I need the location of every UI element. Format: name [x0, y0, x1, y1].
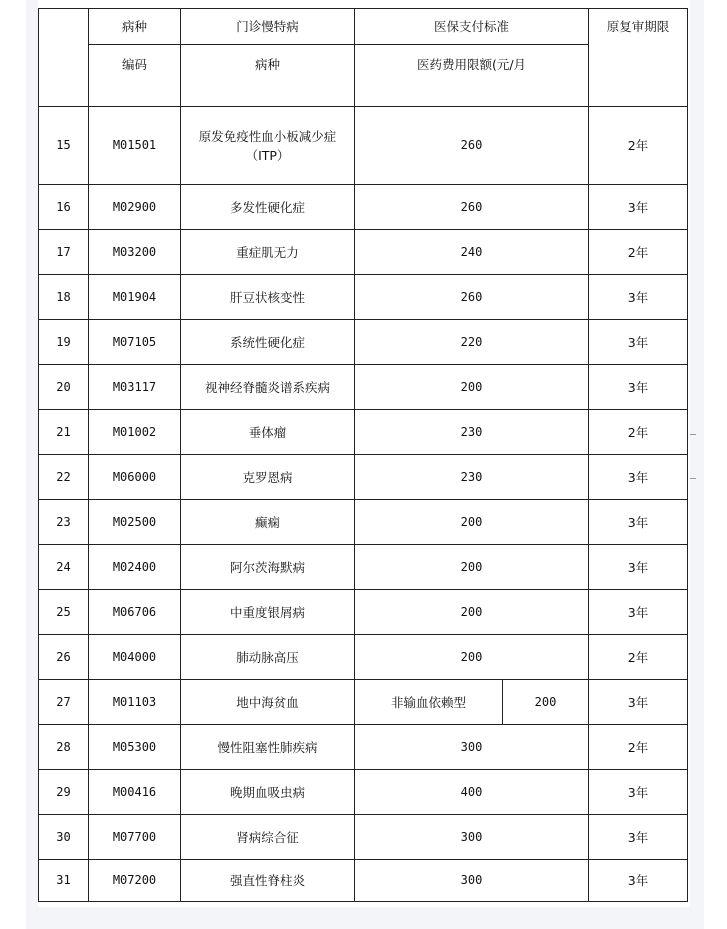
disease-code: M06000 [89, 455, 181, 500]
disease-name: 癫痫 [181, 500, 355, 545]
margin-tick [690, 434, 696, 435]
disease-code: M07200 [89, 860, 181, 902]
row-number: 22 [39, 455, 89, 500]
disease-code: M07105 [89, 320, 181, 365]
header-code-line1: 病种 [89, 9, 181, 45]
cost-limit: 300 [355, 725, 589, 770]
review-period: 2年 [589, 635, 688, 680]
review-period: 2年 [589, 410, 688, 455]
disease-code: M01501 [89, 107, 181, 185]
row-number: 30 [39, 815, 89, 860]
row-number: 20 [39, 365, 89, 410]
review-period: 2年 [589, 725, 688, 770]
cost-limit: 230 [355, 455, 589, 500]
table-row [39, 185, 688, 230]
disease-name: 中重度银屑病 [181, 590, 355, 635]
cost-limit: 260 [355, 107, 589, 185]
review-period: 2年 [589, 230, 688, 275]
disease-payment-table [38, 8, 688, 902]
table-row [39, 545, 688, 590]
limit-type: 非输血依赖型 [355, 680, 503, 725]
cost-limit: 200 [355, 500, 589, 545]
disease-name: 多发性硬化症 [181, 185, 355, 230]
header-payment-standard: 医保支付标准 [355, 9, 589, 45]
row-number: 25 [39, 590, 89, 635]
disease-code: M03117 [89, 365, 181, 410]
disease-name: 垂体瘤 [181, 410, 355, 455]
table-row [39, 725, 688, 770]
row-number: 21 [39, 410, 89, 455]
row-number: 27 [39, 680, 89, 725]
table-row [39, 590, 688, 635]
cost-limit: 200 [355, 365, 589, 410]
header-review-period: 原复审期限 [589, 9, 688, 107]
cost-limit: 300 [355, 815, 589, 860]
review-period: 3年 [589, 500, 688, 545]
disease-code: M04000 [89, 635, 181, 680]
disease-code: M01002 [89, 410, 181, 455]
review-period: 3年 [589, 860, 688, 902]
table-row [39, 410, 688, 455]
table-row [39, 107, 688, 185]
cost-limit: 230 [355, 410, 589, 455]
disease-name: 克罗恩病 [181, 455, 355, 500]
header-name-line2: 病种 [181, 45, 355, 107]
cost-limit: 200 [355, 590, 589, 635]
disease-code: M07700 [89, 815, 181, 860]
table-row [39, 815, 688, 860]
cost-limit: 260 [355, 275, 589, 320]
header-cost-limit: 医药费用限额(元/月 [355, 45, 589, 107]
cost-limit: 220 [355, 320, 589, 365]
disease-name: 阿尔茨海默病 [181, 545, 355, 590]
table-row [39, 680, 688, 725]
cost-limit: 300 [355, 860, 589, 902]
review-period: 3年 [589, 545, 688, 590]
review-period: 3年 [589, 815, 688, 860]
row-number: 18 [39, 275, 89, 320]
cost-limit: 200 [355, 545, 589, 590]
row-number: 17 [39, 230, 89, 275]
disease-code: M03200 [89, 230, 181, 275]
row-number: 29 [39, 770, 89, 815]
table-row [39, 770, 688, 815]
disease-code: M01904 [89, 275, 181, 320]
disease-name: 系统性硬化症 [181, 320, 355, 365]
table-row [39, 860, 688, 902]
review-period: 3年 [589, 275, 688, 320]
cost-limit: 400 [355, 770, 589, 815]
disease-name: 重症肌无力 [181, 230, 355, 275]
disease-code: M02400 [89, 545, 181, 590]
row-number: 16 [39, 185, 89, 230]
cost-limit: 240 [355, 230, 589, 275]
review-period: 3年 [589, 320, 688, 365]
row-number: 23 [39, 500, 89, 545]
review-period: 3年 [589, 185, 688, 230]
table-row [39, 635, 688, 680]
row-number: 19 [39, 320, 89, 365]
disease-name: 肺动脉高压 [181, 635, 355, 680]
row-number: 15 [39, 107, 89, 185]
header-row-top [39, 9, 688, 45]
table-row [39, 365, 688, 410]
table-row [39, 320, 688, 365]
cost-limit: 200 [503, 680, 589, 725]
disease-code: M06706 [89, 590, 181, 635]
disease-name: 肝豆状核变性 [181, 275, 355, 320]
disease-code: M05300 [89, 725, 181, 770]
disease-name: 地中海贫血 [181, 680, 355, 725]
cost-limit: 260 [355, 185, 589, 230]
cost-limit: 200 [355, 635, 589, 680]
row-number: 26 [39, 635, 89, 680]
disease-code: M02500 [89, 500, 181, 545]
review-period: 3年 [589, 365, 688, 410]
table-row [39, 230, 688, 275]
disease-name: 晚期血吸虫病 [181, 770, 355, 815]
header-number [39, 9, 89, 107]
review-period: 3年 [589, 455, 688, 500]
disease-name: 视神经脊髓炎谱系疾病 [181, 365, 355, 410]
disease-code: M00416 [89, 770, 181, 815]
row-number: 24 [39, 545, 89, 590]
disease-name: 慢性阻塞性肺疾病 [181, 725, 355, 770]
review-period: 2年 [589, 107, 688, 185]
header-code-line2: 编码 [89, 45, 181, 107]
review-period: 3年 [589, 590, 688, 635]
disease-code: M01103 [89, 680, 181, 725]
row-number: 31 [39, 860, 89, 902]
row-number: 28 [39, 725, 89, 770]
table-row [39, 500, 688, 545]
disease-name: 肾病综合征 [181, 815, 355, 860]
disease-code: M02900 [89, 185, 181, 230]
table-row [39, 275, 688, 320]
margin-tick [690, 478, 696, 479]
table-row [39, 455, 688, 500]
review-period: 3年 [589, 680, 688, 725]
review-period: 3年 [589, 770, 688, 815]
disease-name: 强直性脊柱炎 [181, 860, 355, 902]
disease-name: 原发免疫性血小板减少症（ITP） [181, 107, 355, 185]
header-name-line1: 门诊慢特病 [181, 9, 355, 45]
